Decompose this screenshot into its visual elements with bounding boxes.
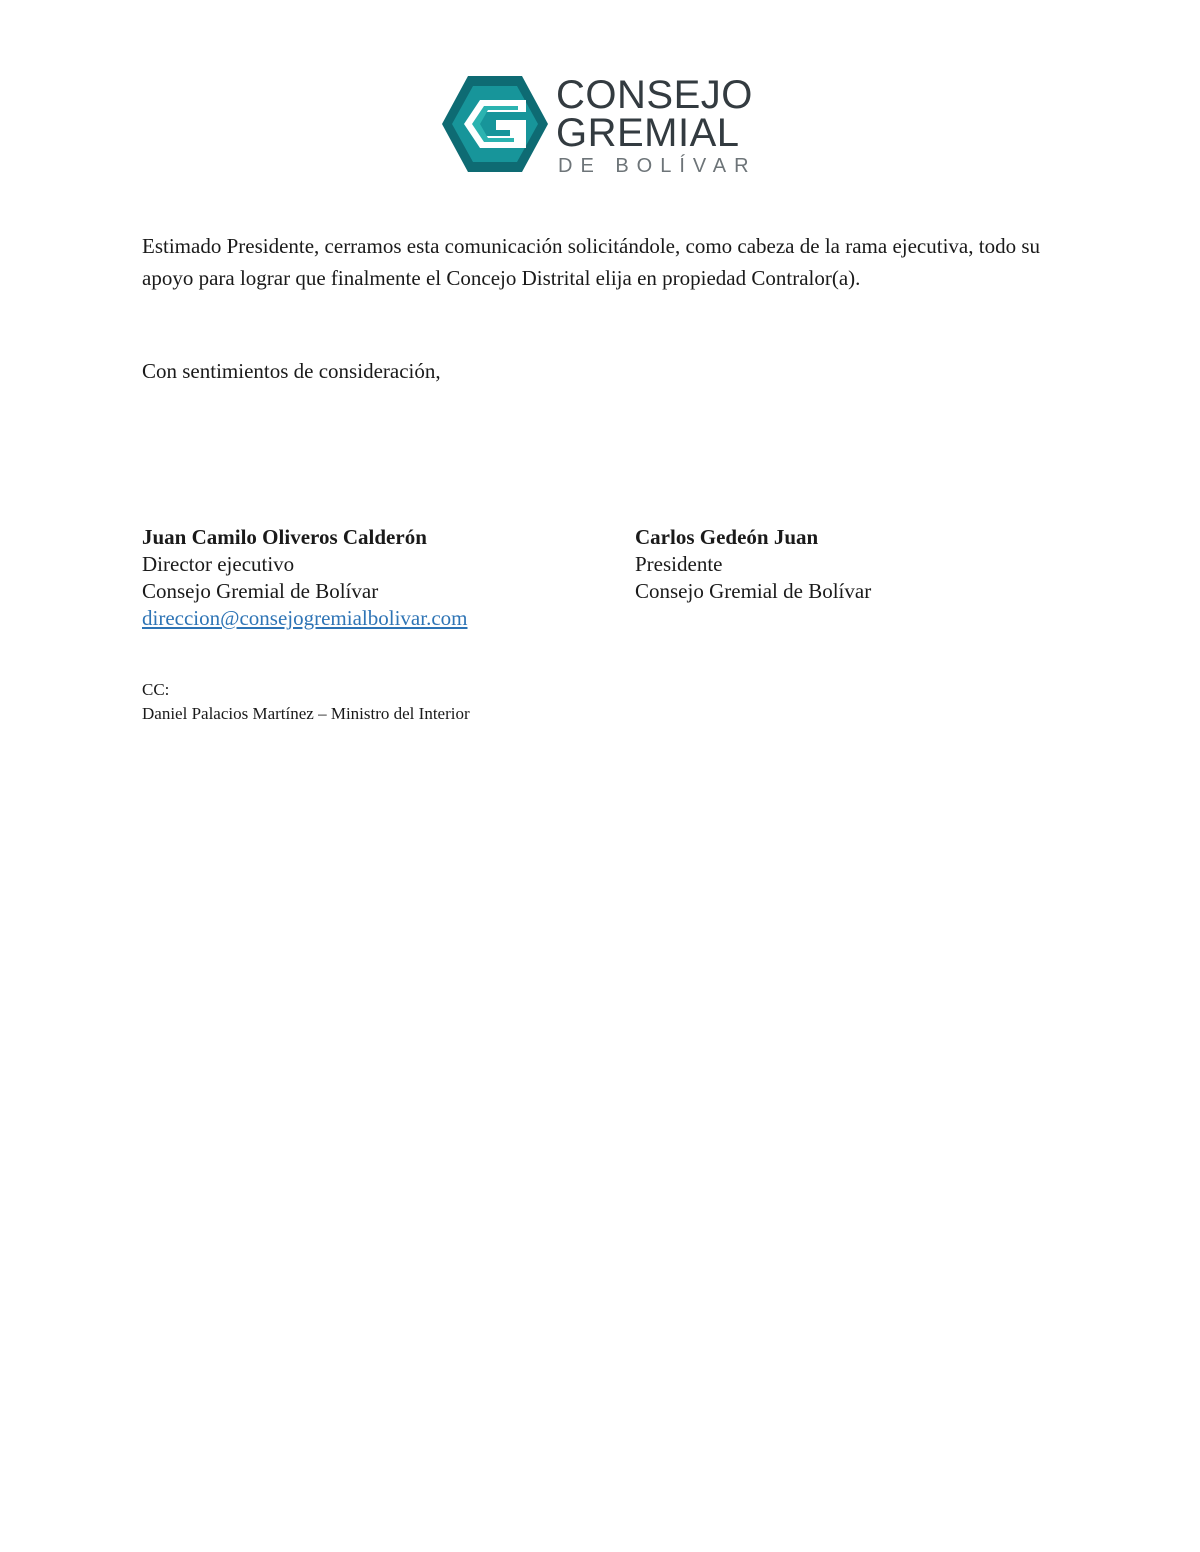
signer-name: Juan Camilo Oliveros Calderón: [142, 525, 427, 549]
signer-organization: Consejo Gremial de Bolívar: [635, 579, 872, 603]
signer-email-link[interactable]: direccion@consejogremialbolivar.com: [142, 606, 468, 630]
logo-line-consejo: CONSEJO: [556, 73, 753, 117]
signature-block-left: [142, 524, 467, 632]
signer-name: Carlos Gedeón Juan: [635, 525, 819, 549]
logo-wordmark: [556, 73, 757, 177]
organization-logo: [440, 72, 770, 176]
cc-block: [142, 678, 470, 726]
signature-block-right: [635, 524, 871, 605]
signer-organization: Consejo Gremial de Bolívar: [142, 579, 379, 603]
logo-line-de-bolivar: DE BOLÍVAR: [558, 155, 757, 177]
cc-recipient: Daniel Palacios Martínez – Ministro del Interior: [142, 704, 470, 723]
signer-role: Director ejecutivo: [142, 552, 295, 576]
signer-role: Presidente: [635, 552, 723, 576]
salutation-closing: Con sentimientos de consideración,: [142, 359, 441, 383]
logo-line-gremial: GREMIAL: [556, 111, 740, 155]
hexagon-g-logo-icon: [440, 72, 550, 176]
cc-label: CC:: [142, 680, 170, 699]
closing-paragraph: Estimado Presidente, cerramos esta comunicación solicitándole, como cabeza de la rama ejecutiva, todo su apoyo para lograr que finalmente el Concejo Distrital elija en propiedad Contralor(a).: [142, 234, 1040, 290]
